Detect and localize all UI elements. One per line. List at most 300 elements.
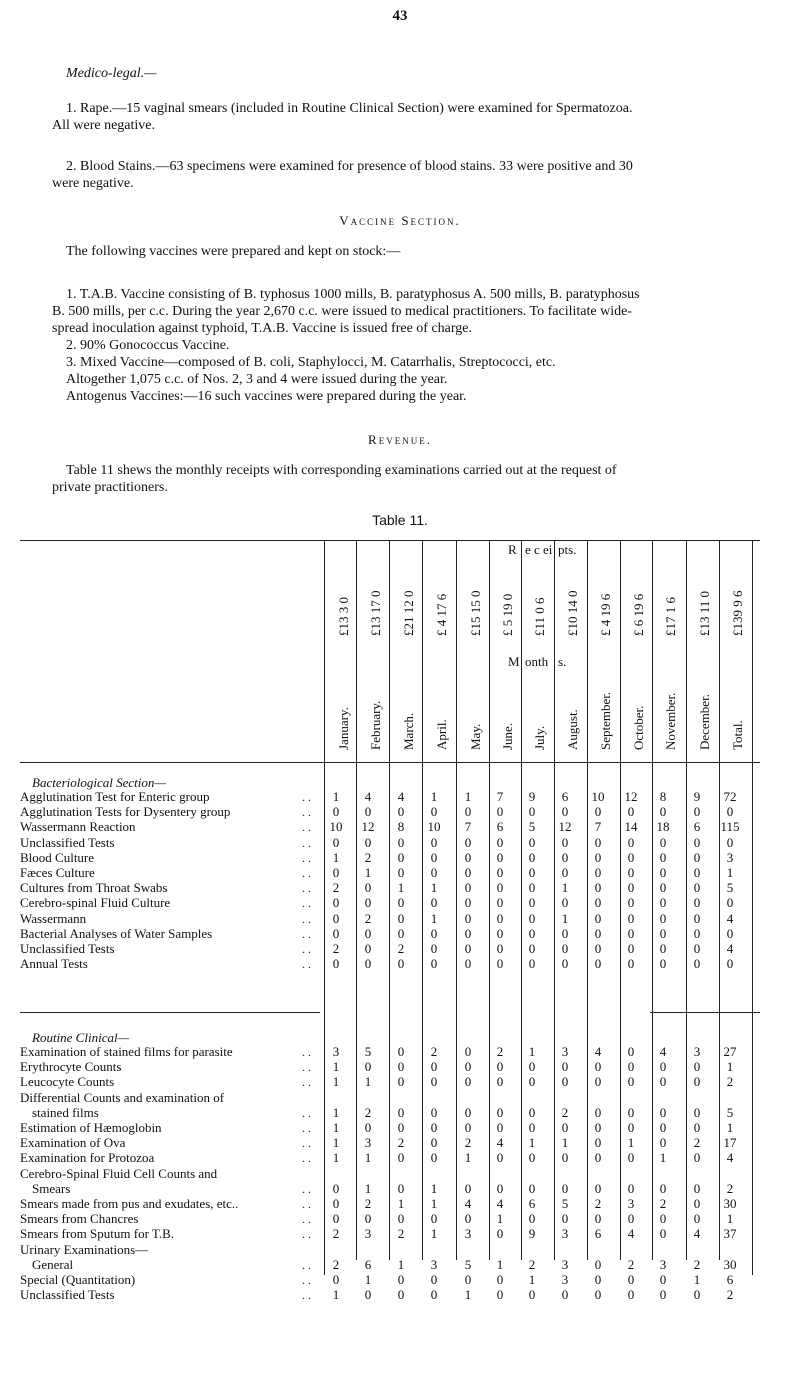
table-cell: 0	[496, 910, 504, 926]
table-cell: 1	[332, 1135, 340, 1151]
table-cell: 1	[332, 1287, 340, 1303]
leader-dots: . .	[302, 835, 311, 850]
table-cell: 2	[693, 1256, 701, 1272]
table-cell: 0	[659, 1135, 667, 1151]
table-cell: 0	[659, 1180, 667, 1196]
table-cell: 0	[464, 1120, 472, 1135]
table-cell: 2	[693, 1135, 701, 1151]
table-cell: 3	[627, 1196, 635, 1211]
table-cell: 0	[364, 956, 372, 972]
table-cell: 0	[464, 1104, 472, 1120]
leader-dots: . .	[302, 1257, 311, 1272]
table-cell: 0	[528, 834, 536, 850]
leader-dots: . .	[302, 1121, 311, 1135]
table-cell: 3	[561, 1044, 569, 1059]
table-cell: 0	[332, 1211, 340, 1227]
table-cell: 0	[364, 1211, 372, 1227]
table-cell: 0	[627, 895, 635, 911]
table-cell: 6	[561, 789, 569, 804]
table-cell: 0	[397, 925, 405, 941]
table-cell: 2	[364, 849, 372, 865]
month-header: October.	[631, 705, 646, 750]
table-cell: 0	[594, 1272, 602, 1287]
table-cell: 0	[659, 941, 667, 956]
table-cell: 2	[397, 1135, 405, 1151]
table-cell: 0	[693, 1104, 701, 1120]
table-cell: 0	[496, 1272, 504, 1287]
table-cell: 0	[627, 1074, 635, 1090]
row-label: Wassermann	[20, 910, 87, 926]
row-label: Examination of stained films for parasite	[20, 1044, 233, 1059]
table-cell: 0	[561, 1287, 569, 1303]
table-cell: 12	[558, 819, 572, 835]
table-cell: 0	[464, 895, 472, 911]
table-cell: 0	[659, 925, 667, 941]
leader-dots: . .	[302, 820, 311, 835]
table-cell: 0	[594, 804, 602, 820]
table-cell: 2	[726, 1287, 734, 1303]
table-cell: 0	[430, 1059, 438, 1075]
section-heading: Bacteriological Section—	[32, 775, 166, 790]
table-cell: 0	[364, 925, 372, 941]
table-cell: 0	[496, 1226, 504, 1242]
table-cell: 0	[594, 1059, 602, 1075]
table-cell: 12	[624, 789, 638, 804]
table-cell: 0	[496, 880, 504, 896]
table-cell: 0	[464, 849, 472, 865]
table-cell: 0	[594, 1211, 602, 1227]
row-label: Urinary Examinations—	[20, 1241, 149, 1257]
table-cell: 0	[627, 910, 635, 926]
table-cell: 2	[332, 1256, 340, 1272]
leader-dots: . .	[302, 942, 311, 956]
table-cell: 10	[427, 819, 441, 835]
table-cell: 0	[659, 1059, 667, 1075]
table-cell: 0	[693, 895, 701, 911]
table-cell: 0	[496, 1059, 504, 1075]
table-cell: 0	[594, 895, 602, 911]
table-cell: 0	[528, 895, 536, 911]
table-cell: 1	[726, 1120, 734, 1135]
table-cell: 0	[561, 865, 569, 880]
row-label: Special (Quantitation)	[20, 1272, 136, 1287]
receipt-amount: £10 14 0	[565, 590, 580, 636]
table-cell: 1	[464, 1150, 472, 1166]
table-cell: 0	[561, 1150, 569, 1166]
table-cell: 1	[561, 910, 569, 926]
table-cell: 0	[430, 925, 438, 941]
table-cell: 0	[693, 1120, 701, 1135]
table-cell: 4	[693, 1226, 701, 1242]
table-cell: 1	[496, 1211, 504, 1227]
table-cell: 12	[361, 819, 375, 835]
table-cell: 0	[528, 804, 536, 820]
table-cell: 0	[464, 941, 472, 956]
blood-stains-line1: 2. Blood Stains.—63 specimens were examined for presence of blood stains. 33 were positive and 30	[66, 159, 633, 174]
table-cell: 1	[464, 789, 472, 804]
table-cell: 0	[627, 849, 635, 865]
row-label-cont: stained films	[32, 1104, 99, 1120]
table-cell: 0	[464, 925, 472, 941]
table-cell: 2	[594, 1196, 602, 1211]
table-cell: 0	[594, 849, 602, 865]
rape-paragraph-line1: 1. Rape.—15 vaginal smears (included in Routine Clinical Section) were examined for Spermatozoa.	[66, 101, 633, 116]
table-cell: 0	[594, 880, 602, 896]
vaccine-section-heading: Vaccine Section.	[339, 213, 461, 228]
receipt-amount: £139 9 6	[730, 590, 745, 636]
table-cell: 0	[726, 956, 734, 972]
table-cell: 2	[528, 1256, 536, 1272]
table-cell: 2	[464, 1135, 472, 1151]
table-cell: 0	[659, 1120, 667, 1135]
table-title: Table 11.	[372, 512, 428, 528]
month-header: May.	[468, 723, 483, 750]
table-cell: 1	[726, 865, 734, 880]
table-cell: 0	[496, 849, 504, 865]
table-cell: 0	[561, 956, 569, 972]
table-cell: 5	[528, 819, 536, 835]
table-cell: 0	[726, 925, 734, 941]
table-cell: 0	[430, 1272, 438, 1287]
table-cell: 5	[561, 1196, 569, 1211]
table-cell: 0	[464, 1059, 472, 1075]
table-cell: 0	[693, 1074, 701, 1090]
rape-paragraph-line2: All were negative.	[52, 118, 156, 133]
table-cell: 3	[430, 1256, 438, 1272]
table-cell: 0	[397, 1211, 405, 1227]
table-cell: 0	[659, 1287, 667, 1303]
table-cell: 0	[430, 895, 438, 911]
row-label: Leucocyte Counts	[20, 1074, 115, 1090]
table-cell: 0	[430, 1074, 438, 1090]
leader-dots: . .	[302, 790, 311, 804]
leader-dots: . .	[302, 1197, 311, 1211]
table-cell: 1	[397, 1256, 405, 1272]
month-header: June.	[500, 722, 515, 750]
table-cell: 2	[561, 1104, 569, 1120]
table-cell: 0	[397, 865, 405, 880]
month-header: Total.	[730, 720, 745, 750]
table-cell: 10	[329, 819, 343, 835]
table-cell: 0	[693, 849, 701, 865]
table-cell: 0	[528, 865, 536, 880]
receipt-amount: £13 17 0	[368, 590, 383, 636]
table-cell: 0	[430, 834, 438, 850]
table-cell: 0	[397, 1074, 405, 1090]
table-cell: 0	[594, 1120, 602, 1135]
blood-stains-line2: were negative.	[52, 176, 134, 191]
table-cell: 0	[627, 880, 635, 896]
table-cell: 0	[496, 956, 504, 972]
table-cell: 0	[693, 1196, 701, 1211]
table-cell: 1	[659, 1150, 667, 1166]
month-header: July.	[532, 725, 547, 750]
table-cell: 1	[397, 1196, 405, 1211]
row-label: Cerebro-Spinal Fluid Cell Counts and	[20, 1165, 218, 1181]
table-cell: 0	[693, 804, 701, 820]
table-cell: 1	[332, 1120, 340, 1135]
table-cell: 0	[397, 895, 405, 911]
table-cell: 4	[397, 789, 405, 804]
leader-dots: . .	[302, 1136, 311, 1151]
table-cell: 1	[430, 1226, 438, 1242]
table-cell: 5	[464, 1256, 472, 1272]
table-cell: 0	[464, 910, 472, 926]
table-cell: 1	[726, 1211, 734, 1227]
receipt-amount: £21 12 0	[401, 590, 416, 636]
table-cell: 2	[659, 1196, 667, 1211]
table-cell: 7	[594, 819, 602, 835]
table-cell: 0	[528, 1120, 536, 1135]
revenue-line2: private practitioners.	[52, 480, 168, 495]
table-cell: 0	[496, 925, 504, 941]
table-cell: 0	[627, 1059, 635, 1075]
table-cell: 0	[726, 895, 734, 911]
table-cell: 0	[561, 834, 569, 850]
table-cell: 0	[659, 804, 667, 820]
leader-dots: . .	[302, 881, 311, 896]
table-cell: 1	[627, 1135, 635, 1151]
table-cell: 0	[528, 1074, 536, 1090]
table-cell: 4	[464, 1196, 472, 1211]
vaccine-item1-line1: 1. T.A.B. Vaccine consisting of B. typhosus 1000 mills, B. paratyphosus A. 500 mills, B. paratyphosus	[66, 287, 640, 302]
table-cell: 0	[496, 1150, 504, 1166]
leader-dots: . .	[302, 1105, 311, 1120]
receipt-amount: £11 0 6	[532, 597, 547, 636]
table-cell: 0	[430, 1150, 438, 1166]
table-cell: 0	[659, 956, 667, 972]
table-cell: 0	[627, 925, 635, 941]
table-cell: 0	[659, 834, 667, 850]
table-cell: 0	[430, 956, 438, 972]
leader-dots: . .	[302, 866, 311, 880]
table-cell: 0	[397, 1059, 405, 1075]
table-cell: 30	[723, 1196, 737, 1211]
table-cell: 0	[332, 1272, 340, 1287]
table-cell: 0	[430, 1120, 438, 1135]
table-cell: 0	[693, 1150, 701, 1166]
row-label: Smears from Chancres	[20, 1211, 139, 1227]
table-cell: 6	[726, 1272, 734, 1287]
table-cell: 0	[464, 1211, 472, 1227]
table-cell: 2	[397, 941, 405, 956]
table-cell: 1	[364, 865, 372, 880]
leader-dots: . .	[302, 1151, 311, 1166]
table-cell: 0	[594, 925, 602, 941]
table-cell: 9	[693, 789, 701, 804]
page-number: 43	[392, 8, 408, 24]
table-cell: 8	[659, 789, 667, 804]
column-rule	[752, 540, 753, 1275]
table-cell: 30	[723, 1256, 737, 1272]
table-cell: 7	[496, 789, 504, 804]
table-cell: 0	[430, 1135, 438, 1151]
table-cell: 0	[726, 804, 734, 820]
receipt-amount: £ 5 19 0	[500, 593, 515, 636]
month-header: August.	[565, 709, 580, 750]
table-cell: 4	[726, 941, 734, 956]
table-cell: 0	[496, 1180, 504, 1196]
row-label: Cultures from Throat Swabs	[20, 880, 168, 896]
table-cell: 0	[627, 804, 635, 820]
table-cell: 0	[594, 1287, 602, 1303]
table-cell: 0	[332, 1180, 340, 1196]
table-cell: 1	[430, 910, 438, 926]
table-cell: 2	[332, 1226, 340, 1242]
table-cell: 1	[364, 1180, 372, 1196]
table-cell: 0	[430, 1287, 438, 1303]
table-cell: 0	[627, 1044, 635, 1059]
table-cell: 2	[627, 1256, 635, 1272]
row-label: Cerebro-spinal Fluid Culture	[20, 895, 171, 911]
table-cell: 3	[364, 1135, 372, 1151]
table-cell: 6	[594, 1226, 602, 1242]
table-cell: 0	[693, 865, 701, 880]
table-cell: 0	[496, 1120, 504, 1135]
month-header: February.	[368, 700, 383, 750]
table-cell: 0	[659, 865, 667, 880]
table-cell: 0	[397, 1104, 405, 1120]
table-cell: 0	[430, 865, 438, 880]
row-label: Erythrocyte Counts	[20, 1059, 122, 1075]
table-cell: 0	[627, 865, 635, 880]
table-cell: 0	[659, 895, 667, 911]
table-cell: 0	[594, 910, 602, 926]
revenue-heading: Revenue.	[368, 432, 432, 447]
table-cell: 0	[594, 956, 602, 972]
header-fragment-r: R	[508, 542, 517, 557]
row-label: Bacterial Analyses of Water Samples	[20, 925, 213, 941]
table-cell: 18	[656, 819, 670, 835]
table-cell: 0	[464, 1074, 472, 1090]
receipt-amount: £13 3 0	[336, 597, 351, 636]
table-cell: 0	[594, 834, 602, 850]
table-cell: 0	[659, 1104, 667, 1120]
table-cell: 1	[496, 1256, 504, 1272]
table-cell: 0	[594, 941, 602, 956]
table-cell: 0	[627, 941, 635, 956]
table-cell: 0	[561, 849, 569, 865]
table-cell: 0	[496, 834, 504, 850]
table-cell: 4	[726, 1150, 734, 1166]
table-cell: 0	[561, 925, 569, 941]
table-cell: 1	[332, 789, 340, 804]
table-cell: 0	[332, 834, 340, 850]
table-cell: 0	[693, 910, 701, 926]
table-cell: 0	[397, 956, 405, 972]
table-cell: 3	[726, 849, 734, 865]
leader-dots: . .	[302, 911, 311, 926]
row-label: Annual Tests	[20, 956, 88, 972]
table-cell: 1	[332, 849, 340, 865]
table-cell: 0	[464, 880, 472, 896]
row-label: Differential Counts and examination of	[20, 1089, 225, 1105]
table-cell: 1	[430, 1180, 438, 1196]
row-label: Agglutination Tests for Dysentery group	[20, 804, 231, 820]
table-cell: 0	[464, 804, 472, 820]
table-cell: 0	[594, 1150, 602, 1166]
table-cell: 1	[397, 880, 405, 896]
table-header-rule	[20, 762, 760, 763]
table-cell: 1	[528, 1135, 536, 1151]
leader-dots: . .	[302, 1045, 311, 1059]
table-cell: 0	[364, 804, 372, 820]
vaccine-intro: The following vaccines were prepared and kept on stock:—	[66, 244, 401, 259]
table-cell: 0	[496, 1287, 504, 1303]
table-cell: 0	[464, 1044, 472, 1059]
table-cell: 0	[594, 1104, 602, 1120]
table-cell: 4	[364, 789, 372, 804]
leader-dots: . .	[302, 1075, 311, 1090]
table-cell: 0	[627, 834, 635, 850]
table-cell: 0	[397, 1180, 405, 1196]
vaccine-item1-line3: spread inoculation against typhoid, T.A.B. Vaccine is issued free of charge.	[52, 321, 473, 336]
receipt-amount: £ 4 19 6	[598, 593, 613, 636]
row-label: Fæces Culture	[20, 865, 95, 880]
table-cell: 0	[528, 910, 536, 926]
table-cell: 0	[496, 941, 504, 956]
table-cell: 4	[726, 910, 734, 926]
table-cell: 0	[594, 865, 602, 880]
vaccine-total-issued: Altogether 1,075 c.c. of Nos. 2, 3 and 4 were issued during the year.	[66, 372, 448, 387]
table-cell: 0	[364, 941, 372, 956]
table-cell: 0	[627, 1272, 635, 1287]
row-label: Unclassified Tests	[20, 834, 115, 850]
table-cell: 0	[397, 1044, 405, 1059]
table-cell: 0	[528, 1211, 536, 1227]
table-cell: 0	[561, 1180, 569, 1196]
table-cell: 3	[659, 1256, 667, 1272]
table-cell: 0	[528, 1059, 536, 1075]
row-label: Agglutination Test for Enteric group	[20, 789, 210, 804]
leader-dots: . .	[302, 896, 311, 911]
table-cell: 2	[332, 880, 340, 896]
table-cell: 0	[430, 941, 438, 956]
table-cell: 6	[364, 1256, 372, 1272]
table-cell: 7	[464, 819, 472, 835]
table-cell: 4	[594, 1044, 602, 1059]
row-label: Examination for Protozoa	[20, 1150, 155, 1166]
table-cell: 17	[723, 1135, 737, 1151]
table-cell: 0	[397, 910, 405, 926]
header-fragment-s: s.	[558, 654, 567, 669]
leader-dots: . .	[302, 1227, 311, 1242]
receipt-amount: £17 1 6	[663, 597, 678, 636]
table-cell: 1	[561, 1135, 569, 1151]
month-header: April.	[434, 719, 449, 750]
table-cell: 0	[430, 1104, 438, 1120]
table-cell: 0	[659, 1074, 667, 1090]
table-cell: 10	[591, 789, 605, 804]
table-cell: 0	[659, 910, 667, 926]
table-cell: 0	[561, 941, 569, 956]
table-cell: 0	[364, 880, 372, 896]
table-cell: 0	[594, 1074, 602, 1090]
table-cell: 1	[430, 1196, 438, 1211]
row-label: Smears made from pus and exudates, etc..	[20, 1196, 239, 1211]
row-label: Smears from Sputum for T.B.	[20, 1226, 175, 1242]
table-cell: 1	[430, 880, 438, 896]
table-cell: 0	[430, 1211, 438, 1227]
table-cell: 0	[528, 880, 536, 896]
table-cell: 3	[364, 1226, 372, 1242]
section-heading: Routine Clinical—	[32, 1030, 130, 1045]
table-cell: 1	[332, 1059, 340, 1075]
table-cell: 1	[528, 1044, 536, 1059]
table-cell: 5	[364, 1044, 372, 1059]
table-cell: 0	[528, 849, 536, 865]
section-divider-rule	[20, 1012, 320, 1013]
